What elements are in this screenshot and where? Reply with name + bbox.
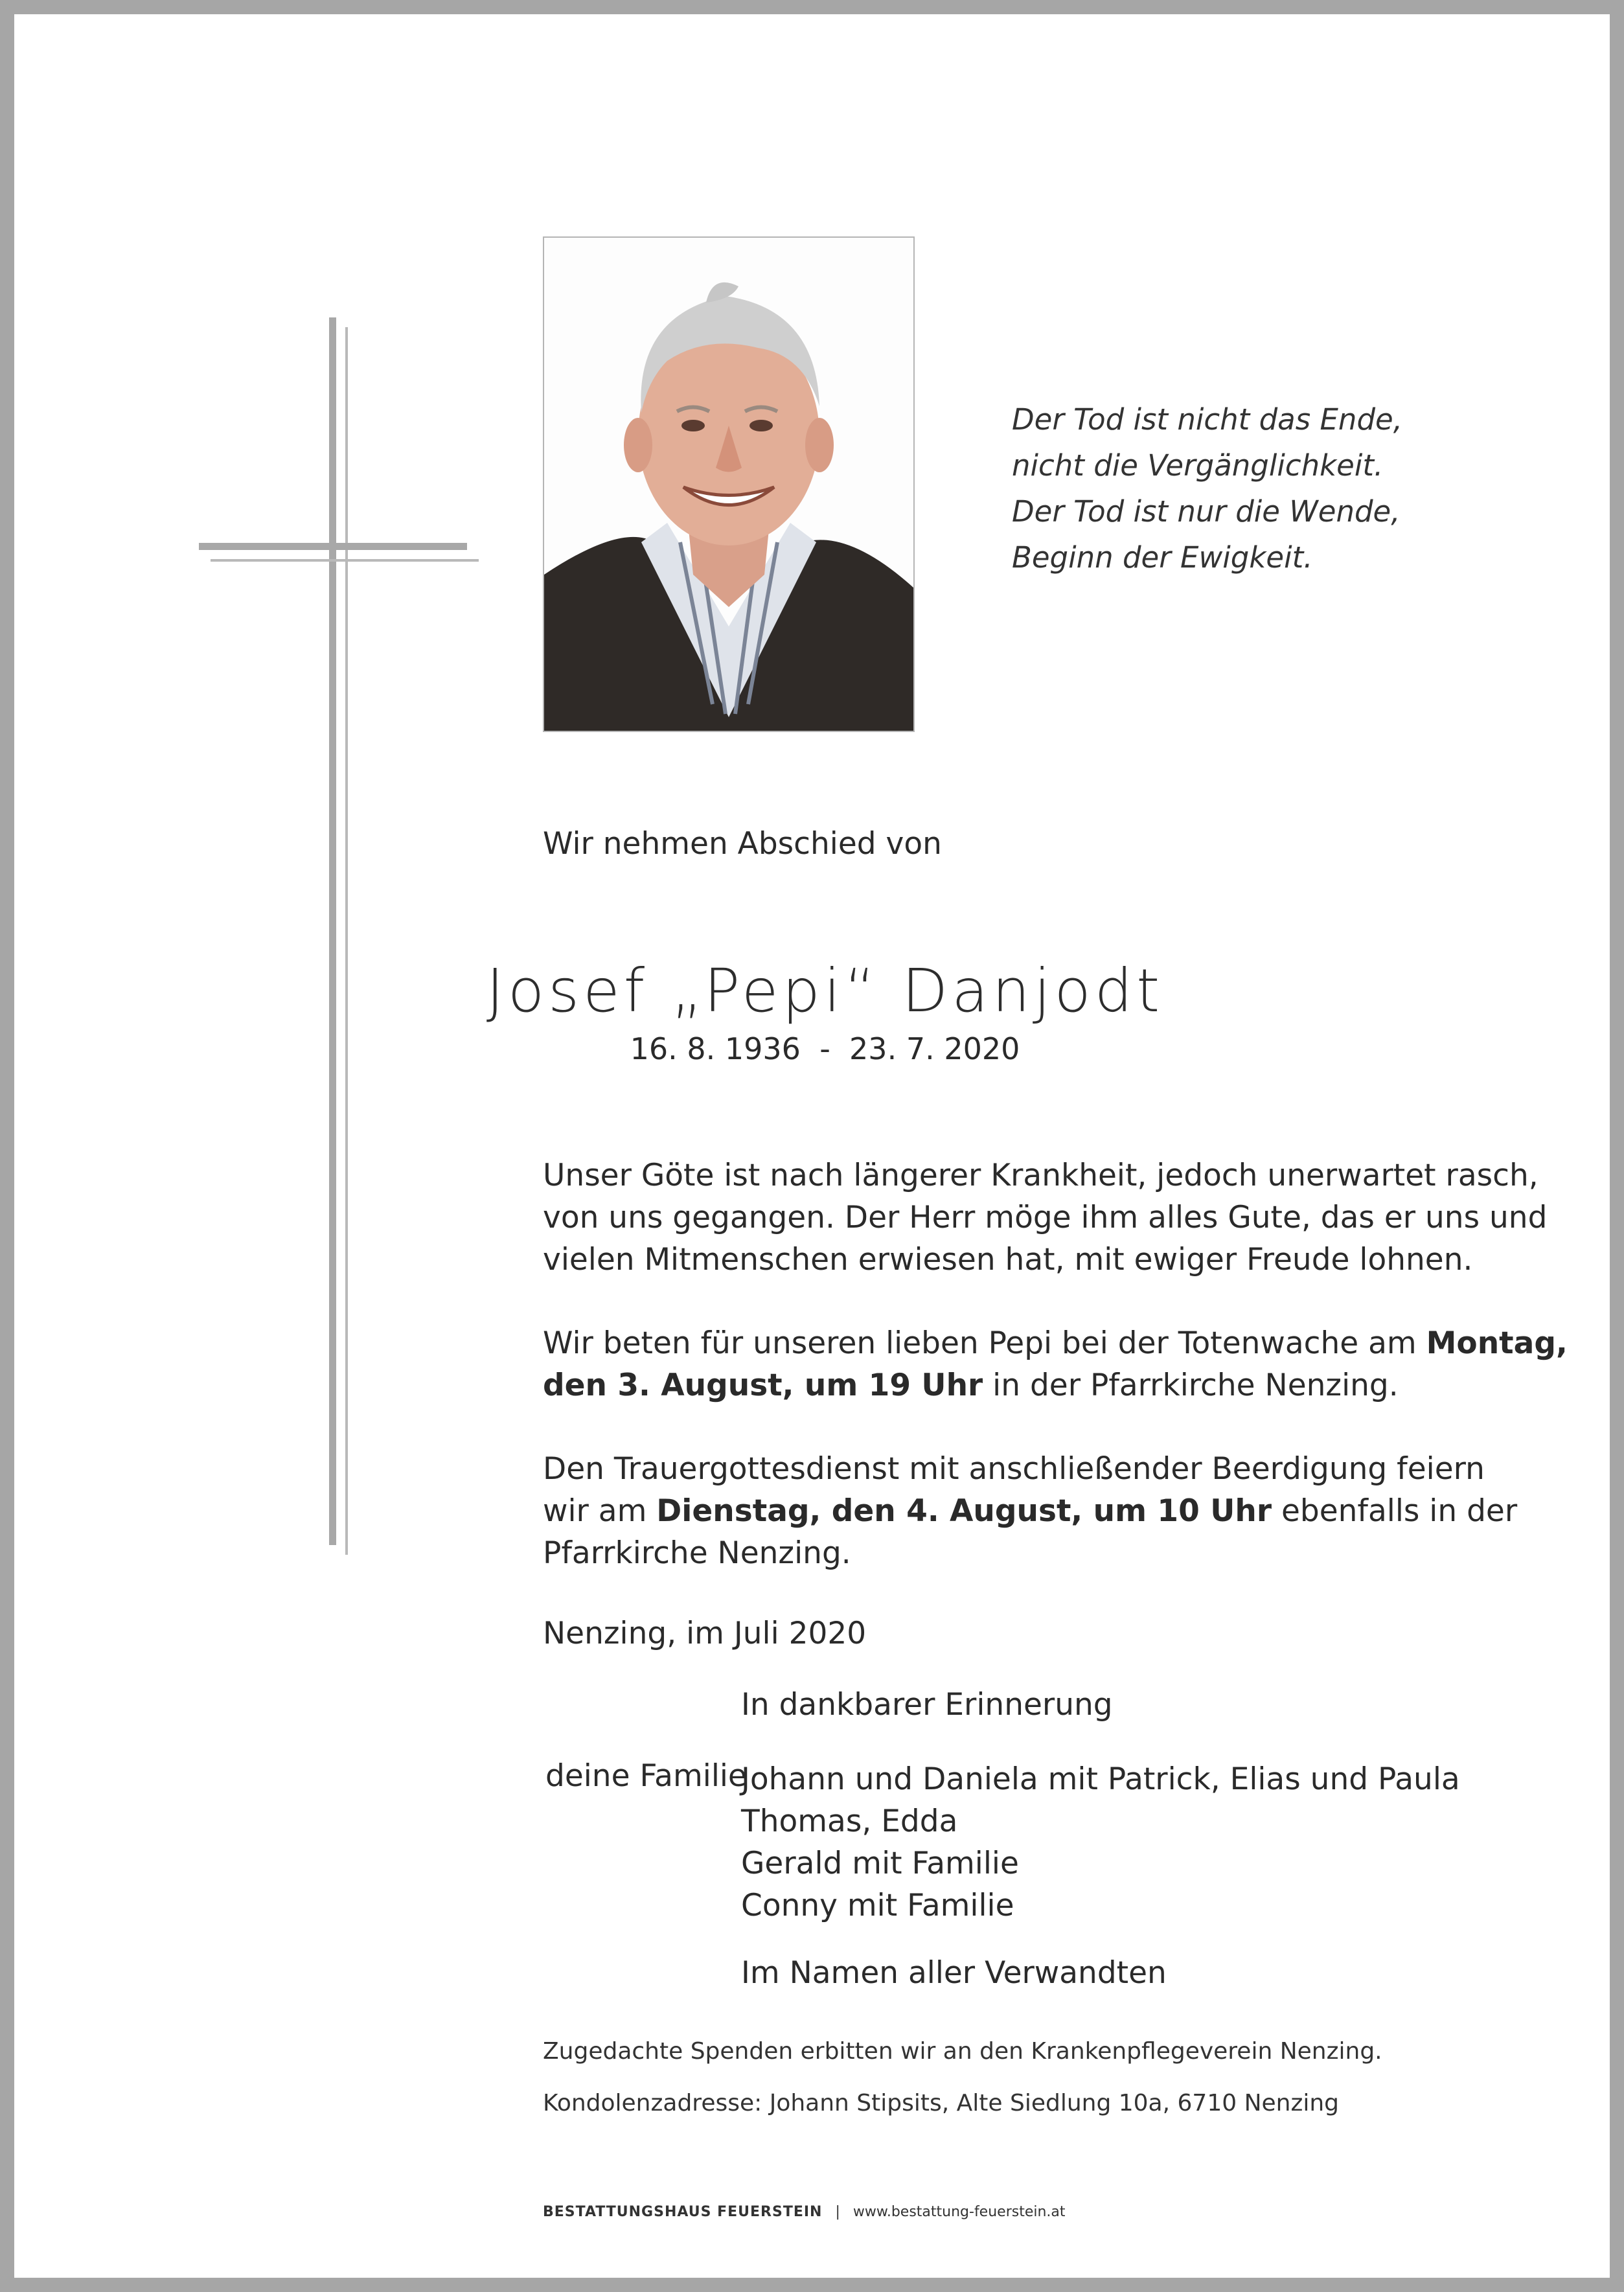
deceased-name: Josef „Pepi“ Danjodt: [486, 956, 1164, 1026]
place-date: Nenzing, im Juli 2020: [543, 1616, 867, 1651]
footer-separator: |: [835, 2204, 840, 2220]
wake-date: Montag,: [1426, 1325, 1568, 1361]
paragraph-text: wir am: [543, 1493, 657, 1529]
family-member: Conny mit Familie: [741, 1888, 1014, 1923]
paragraph-text: in der Pfarrkirche Nenzing.: [983, 1368, 1399, 1403]
funeral-date: Dienstag, den 4. August, um 10 Uhr: [656, 1493, 1272, 1529]
portrait-photo: [543, 236, 915, 732]
verse-line: Beginn der Ewigkeit.: [1012, 540, 1313, 575]
paragraph-line: vielen Mitmenschen erwiesen hat, mit ewiger Freude lohnen.: [543, 1242, 1473, 1278]
paragraph-line: Unser Göte ist nach längerer Krankheit, jedoch unerwartet rasch,: [543, 1158, 1538, 1193]
paragraph-line: von uns gegangen. Der Herr möge ihm alles Gute, das er uns und: [543, 1200, 1548, 1235]
intro-text: Wir nehmen Abschied von: [543, 826, 942, 862]
wake-time: den 3. August, um 19 Uhr: [543, 1368, 983, 1403]
paragraph-line: Den Trauergottesdienst mit anschließender Beerdigung feiern: [543, 1451, 1485, 1487]
verse-line: Der Tod ist nicht das Ende,: [1012, 402, 1402, 437]
gratitude-line: In dankbarer Erinnerung: [741, 1687, 1113, 1723]
family-member: Gerald mit Familie: [741, 1846, 1019, 1881]
paragraph-3: [543, 1448, 1518, 1574]
verse-line: nicht die Vergänglichkeit.: [1012, 448, 1384, 483]
family-label: deine Familie: [545, 1758, 747, 1794]
paragraph-2: [543, 1322, 1568, 1406]
paragraph-text: Wir beten für unseren lieben Pepi bei der Totenwache am: [543, 1325, 1426, 1361]
verse: [1012, 396, 1465, 580]
verse-line: Der Tod ist nur die Wende,: [1012, 494, 1401, 529]
paragraph-text: ebenfalls in der: [1272, 1493, 1518, 1529]
relatives-line: Im Namen aller Verwandten: [741, 1955, 1167, 1991]
company-name: BESTATTUNGSHAUS FEUERSTEIN: [543, 2204, 823, 2220]
footer: [543, 2204, 1066, 2220]
paragraph-line: Pfarrkirche Nenzing.: [543, 1535, 851, 1571]
life-dates: 16. 8. 1936 - 23. 7. 2020: [630, 1031, 1020, 1066]
family-members: [741, 1758, 1460, 1927]
paragraph-1: [543, 1154, 1548, 1281]
family-member: Thomas, Edda: [741, 1804, 958, 1839]
family-member: Johann und Daniela mit Patrick, Elias und Paula: [741, 1761, 1460, 1797]
donations-note: Zugedachte Spenden erbitten wir an den Krankenpflegeverein Nenzing.: [543, 2038, 1382, 2065]
website-link[interactable]: www.bestattung-feuerstein.at: [852, 2204, 1066, 2220]
condolence-address: Kondolenzadresse: Johann Stipsits, Alte Siedlung 10a, 6710 Nenzing: [543, 2090, 1340, 2116]
